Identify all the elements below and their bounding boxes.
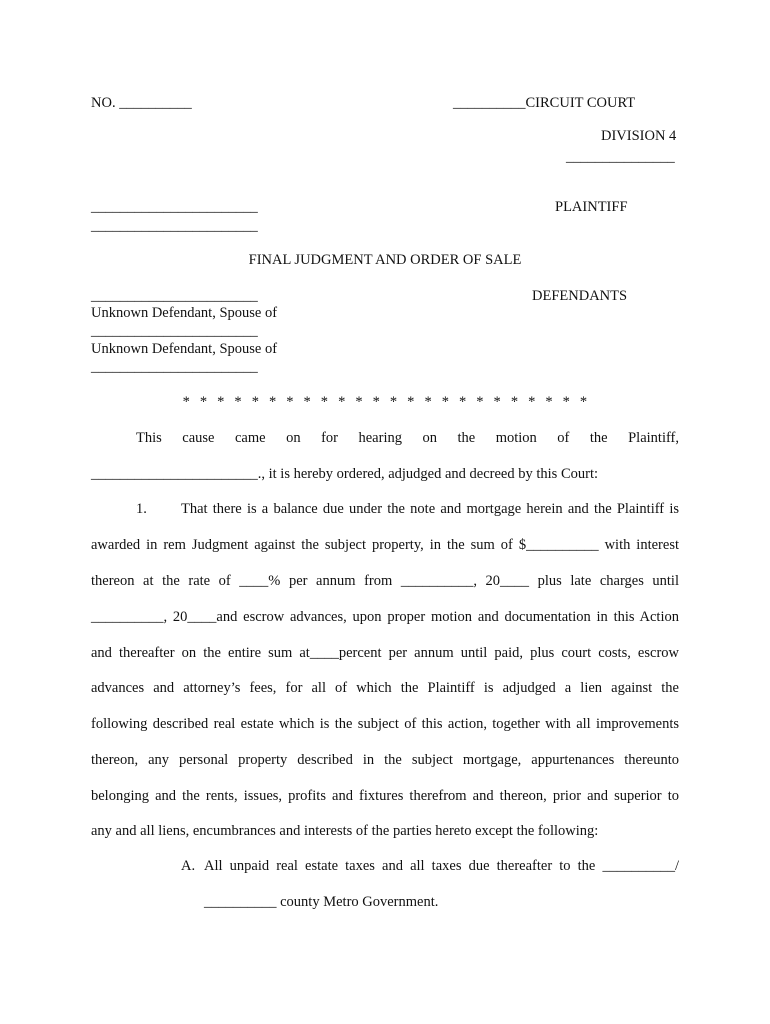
item-1-line: and thereafter on the entire sum at____percent per annum until paid, plus court costs, escrow — [91, 645, 679, 661]
plaintiff-label: PLAINTIFF — [555, 199, 628, 215]
item-1-line: __________, 20____and escrow advances, upon proper motion and documentation in this Action — [91, 609, 679, 625]
division-blank: _______________ — [566, 149, 675, 165]
defendant-blank-3: _______________________ — [91, 359, 258, 375]
defendant-spouse-2: Unknown Defendant, Spouse of — [91, 341, 278, 357]
item-1-line: following described real estate which is the subject of this action, together with all improvements — [91, 716, 679, 732]
division-label: DIVISION 4 — [601, 128, 677, 144]
defendant-blank-1: _______________________ — [91, 288, 258, 304]
document-title: FINAL JUDGMENT AND ORDER OF SALE — [248, 252, 522, 268]
intro-line-2: _______________________., it is hereby ordered, adjudged and decreed by this Court: — [91, 466, 598, 482]
item-1-last-line: any and all liens, encumbrances and interests of the parties hereto except the following: — [91, 823, 599, 839]
item-1-line: thereon at the rate of ____% per annum from __________, 20____ plus late charges until — [91, 573, 679, 589]
item-1-line: awarded in rem Judgment against the subject property, in the sum of $__________ with interest — [91, 537, 679, 553]
sub-item-a-line-1: All unpaid real estate taxes and all taxes due thereafter to the __________/ — [204, 858, 679, 874]
circuit-court-label: __________CIRCUIT COURT — [453, 95, 636, 111]
item-1-line: thereon, any personal property described in the subject mortgage, appurtenances thereunto — [91, 752, 679, 768]
defendants-label: DEFENDANTS — [532, 288, 628, 304]
case-number: NO. __________ — [91, 95, 192, 111]
defendant-spouse-1: Unknown Defendant, Spouse of — [91, 305, 278, 321]
item-1-line: advances and attorney’s fees, for all of which the Plaintiff is adjudged a lien against the — [91, 680, 679, 696]
plaintiff-blank-1: _______________________ — [91, 199, 258, 215]
item-1-number: 1. — [136, 501, 147, 517]
asterisk-separator: * * * * * * * * * * * * * * * * * * * * * * * * — [182, 394, 588, 410]
defendant-blank-2: _______________________ — [91, 323, 258, 339]
sub-item-a-line-2: __________ county Metro Government. — [204, 894, 439, 910]
item-1-line: That there is a balance due under the note and mortgage herein and the Plaintiff is — [181, 501, 679, 517]
intro-line-1: This cause came on for hearing on the motion of the Plaintiff, — [136, 430, 679, 446]
plaintiff-blank-2: _______________________ — [91, 218, 258, 234]
sub-item-a-label: A. — [181, 858, 196, 874]
item-1-line: belonging and the rents, issues, profits and fixtures therefrom and thereon, prior and superior to — [91, 788, 679, 804]
